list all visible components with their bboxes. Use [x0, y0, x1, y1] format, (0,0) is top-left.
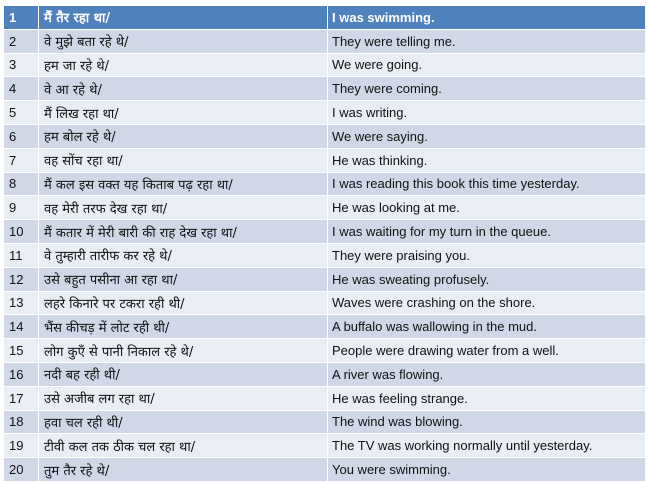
- table-row: [4, 53, 646, 77]
- row-number: 2: [4, 29, 39, 53]
- english-translation: You were swimming.: [328, 458, 646, 482]
- english-translation: I was reading this book this time yesterday.: [328, 172, 646, 196]
- english-translation: I was writing.: [328, 101, 646, 125]
- table-row: [4, 315, 646, 339]
- row-number: 11: [4, 243, 39, 267]
- hindi-sentence: उसे बहुत पसीना आ रहा था/: [39, 267, 328, 291]
- row-number: 9: [4, 196, 39, 220]
- row-number: 14: [4, 315, 39, 339]
- english-translation: They were praising you.: [328, 243, 646, 267]
- table-body: [4, 6, 646, 482]
- table-row: [4, 410, 646, 434]
- english-translation: He was feeling strange.: [328, 386, 646, 410]
- row-number: 12: [4, 267, 39, 291]
- english-translation: He was looking at me.: [328, 196, 646, 220]
- table-row: [4, 196, 646, 220]
- table-header-row: [4, 6, 646, 30]
- english-translation: They were coming.: [328, 77, 646, 101]
- table-row: [4, 434, 646, 458]
- hindi-sentence: वह मेरी तरफ देख रहा था/: [39, 196, 328, 220]
- english-translation: A buffalo was wallowing in the mud.: [328, 315, 646, 339]
- hindi-sentence: मैं कल इस वक्त यह किताब पढ़ रहा था/: [39, 172, 328, 196]
- hindi-sentence: हम जा रहे थे/: [39, 53, 328, 77]
- english-translation: They were telling me.: [328, 29, 646, 53]
- row-number: 18: [4, 410, 39, 434]
- english-translation: We were going.: [328, 53, 646, 77]
- table-row: [4, 339, 646, 363]
- hindi-sentence: लहरे किनारे पर टकरा रही थी/: [39, 291, 328, 315]
- hindi-sentence: वे मुझे बता रहे थे/: [39, 29, 328, 53]
- hindi-sentence: मैं तैर रहा था/: [39, 6, 328, 30]
- row-number: 4: [4, 77, 39, 101]
- row-number: 19: [4, 434, 39, 458]
- english-translation: A river was flowing.: [328, 362, 646, 386]
- row-number: 20: [4, 458, 39, 482]
- table-row: [4, 458, 646, 482]
- row-number: 10: [4, 220, 39, 244]
- row-number: 17: [4, 386, 39, 410]
- english-translation: I was swimming.: [328, 6, 646, 30]
- row-number: 3: [4, 53, 39, 77]
- table-row: [4, 243, 646, 267]
- english-translation: The TV was working normally until yesterday.: [328, 434, 646, 458]
- hindi-sentence: वह सोंच रहा था/: [39, 148, 328, 172]
- row-number: 6: [4, 124, 39, 148]
- table-row: [4, 148, 646, 172]
- sentence-table: [3, 5, 646, 482]
- hindi-sentence: नदी बह रही थी/: [39, 362, 328, 386]
- table-row: [4, 124, 646, 148]
- row-number: 7: [4, 148, 39, 172]
- row-number: 15: [4, 339, 39, 363]
- table-row: [4, 29, 646, 53]
- hindi-sentence: मैं लिख रहा था/: [39, 101, 328, 125]
- hindi-sentence: तुम तैर रहे थे/: [39, 458, 328, 482]
- row-number: 13: [4, 291, 39, 315]
- table-row: [4, 291, 646, 315]
- hindi-sentence: टीवी कल तक ठीक चल रहा था/: [39, 434, 328, 458]
- table-row: [4, 220, 646, 244]
- english-translation: We were saying.: [328, 124, 646, 148]
- row-number: 16: [4, 362, 39, 386]
- english-translation: Waves were crashing on the shore.: [328, 291, 646, 315]
- hindi-sentence: हवा चल रही थी/: [39, 410, 328, 434]
- english-translation: He was sweating profusely.: [328, 267, 646, 291]
- english-translation: The wind was blowing.: [328, 410, 646, 434]
- hindi-sentence: मैं कतार में मेरी बारी की राह देख रहा था/: [39, 220, 328, 244]
- table-row: [4, 172, 646, 196]
- english-translation: He was thinking.: [328, 148, 646, 172]
- table-row: [4, 101, 646, 125]
- table-row: [4, 362, 646, 386]
- hindi-sentence: उसे अजीब लग रहा था/: [39, 386, 328, 410]
- table-row: [4, 267, 646, 291]
- english-translation: I was waiting for my turn in the queue.: [328, 220, 646, 244]
- hindi-sentence: लोग कुएँ से पानी निकाल रहे थे/: [39, 339, 328, 363]
- hindi-sentence: वे तुम्हारी तारीफ कर रहे थे/: [39, 243, 328, 267]
- table-row: [4, 386, 646, 410]
- hindi-sentence: भैंस कीचड़ में लोट रही थी/: [39, 315, 328, 339]
- english-translation: People were drawing water from a well.: [328, 339, 646, 363]
- hindi-sentence: वे आ रहे थे/: [39, 77, 328, 101]
- row-number: 1: [4, 6, 39, 30]
- table-row: [4, 77, 646, 101]
- row-number: 5: [4, 101, 39, 125]
- row-number: 8: [4, 172, 39, 196]
- hindi-sentence: हम बोल रहे थे/: [39, 124, 328, 148]
